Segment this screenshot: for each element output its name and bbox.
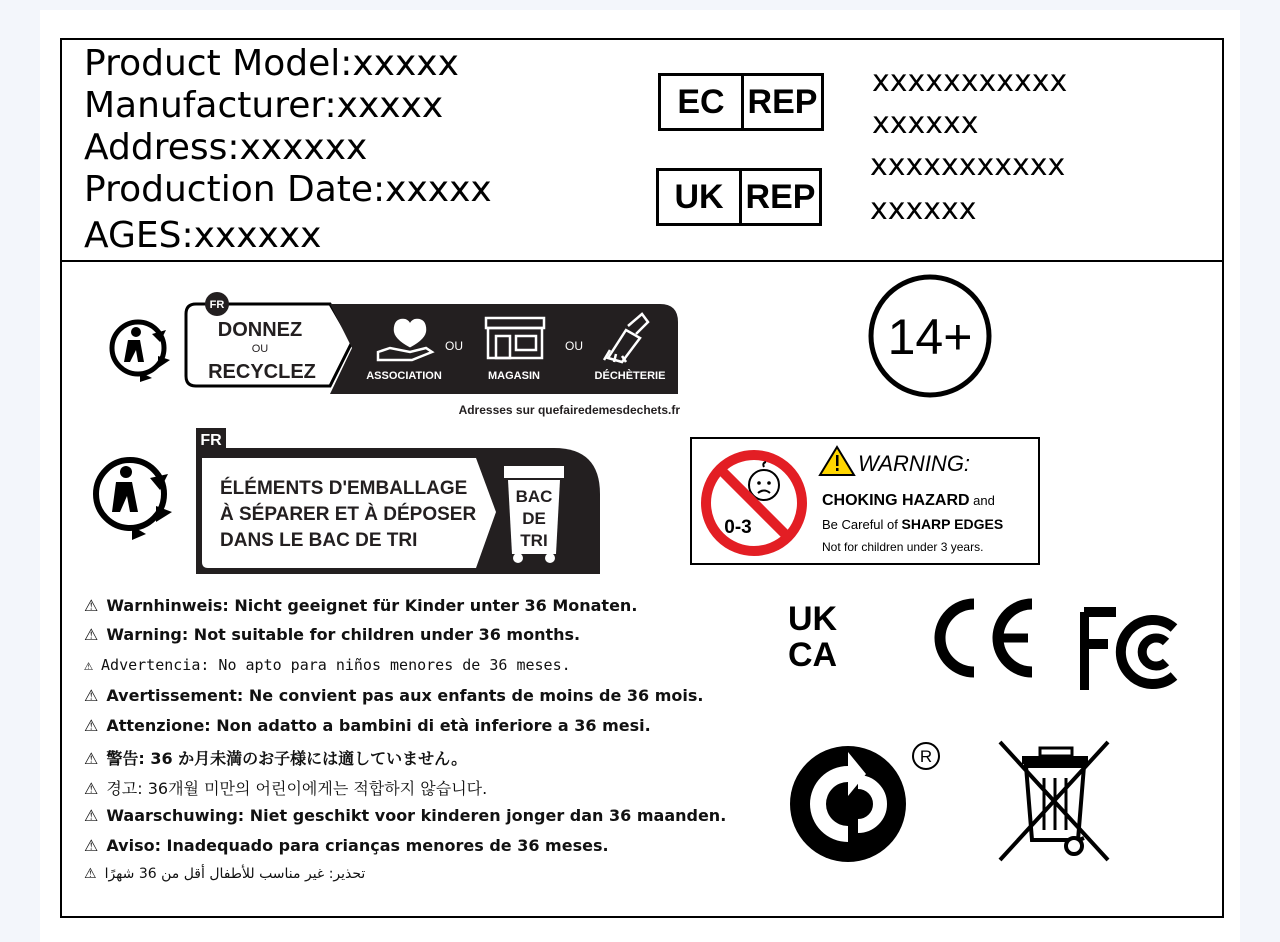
choking-line3: Not for children under 3 years.: [822, 540, 984, 554]
ukca-bottom: CA: [788, 636, 838, 670]
warning-fr: ⚠ Avertissement: Ne convient pas aux enfants de moins de 36 mois.: [84, 686, 704, 705]
warning-pt: ⚠ Aviso: Inadequado para crianças menores de 36 meses.: [84, 836, 609, 855]
emballage-line3: DANS LE BAC DE TRI: [220, 530, 418, 551]
emballage-line1: ÉLÉMENTS D'EMBALLAGE: [220, 478, 468, 499]
warning-de: ⚠ Warnhinweis: Nicht geeignet für Kinder unter 36 Monaten.: [84, 596, 638, 615]
decheterie-label: DÉCHÈTERIE: [594, 370, 666, 382]
address-note: Adresses sur quefairedemesdechets.fr: [458, 403, 680, 417]
warning-es: ⚠ Advertencia: No apto para niños menores de 36 meses.: [84, 656, 571, 674]
address: Address:xxxxxx: [84, 127, 368, 168]
warning-triangle-icon: ⚠: [84, 836, 99, 855]
choking-hazard-warning: [690, 437, 1040, 565]
warning-triangle-icon: ⚠: [84, 625, 99, 644]
bin-text-2: DE: [522, 509, 546, 528]
donnez-ou-text: OU: [251, 343, 269, 355]
magasin-label: MAGASIN: [488, 370, 540, 382]
triman-icon: [112, 322, 170, 382]
age-14-plus-badge: [866, 272, 994, 400]
donnez-text: DONNEZ: [217, 319, 303, 341]
ec-rep-right: REP: [747, 82, 818, 121]
warning-ja: ⚠ 警告: 36 か月未満のお子様には適していません。: [84, 749, 468, 768]
product-model: Product Model:xxxxx: [84, 43, 459, 84]
uk-rep-right: REP: [745, 177, 816, 216]
ec-rep-line1: xxxxxxxxxxx: [872, 64, 1068, 99]
choking-line1: CHOKING HAZARD and: [822, 492, 995, 509]
bin-text-3: TRI: [520, 531, 548, 550]
ukca-top: UK: [788, 600, 838, 638]
manufacturer: Manufacturer:xxxxx: [84, 85, 444, 126]
ec-rep-left: EC: [661, 76, 744, 128]
ec-rep-symbol: [658, 73, 824, 131]
warning-nl: ⚠ Waarschuwing: Niet geschikt voor kinderen jonger dan 36 maanden.: [84, 806, 727, 825]
warning-triangle-icon: ⚠: [84, 656, 94, 674]
production-date: Production Date:xxxxx: [84, 169, 492, 210]
uk-rep-line2: xxxxxx: [870, 192, 977, 227]
bin-text-1: BAC: [515, 487, 553, 506]
fr-badge-1: FR: [209, 299, 225, 311]
ec-rep-line2: xxxxxx: [872, 106, 979, 141]
warning-triangle-icon: ⚠: [84, 686, 99, 705]
warning-triangle-icon: ⚠: [84, 866, 97, 882]
ce-mark: [928, 596, 1044, 680]
label-divider: [60, 260, 1224, 262]
warning-ar: ⚠ تحذير: غير مناسب للأطفال أقل من 36 شهرًا: [84, 866, 366, 882]
triman-emballage-logo: [84, 428, 604, 576]
warning-ko: ⚠ 경고: 36개월 미만의 어린이에게는 적합하지 않습니다.: [84, 779, 488, 798]
triman-donnez-logo: [100, 290, 690, 420]
uk-rep-symbol: [656, 168, 822, 226]
fcc-mark: [1080, 604, 1184, 694]
uk-rep-line1: xxxxxxxxxxx: [870, 148, 1066, 183]
warning-en: ⚠ Warning: Not suitable for children under 36 months.: [84, 625, 581, 644]
registered-mark: R: [919, 747, 933, 766]
ukca-mark: [786, 600, 860, 670]
green-dot-mark: [788, 738, 942, 868]
ou-separator-1: OU: [445, 339, 463, 353]
recyclez-text: RECYCLEZ: [208, 361, 316, 383]
warning-triangle-icon: ⚠: [84, 749, 99, 768]
choking-line2: Be Careful of SHARP EDGES: [822, 516, 1004, 532]
ages: AGES:xxxxxx: [84, 215, 322, 256]
fr-badge-2: FR: [200, 432, 222, 449]
age-range-text: 0-3: [724, 517, 752, 538]
association-label: ASSOCIATION: [366, 370, 442, 382]
no-under-3-icon: [706, 455, 802, 551]
warning-triangle-icon: ⚠: [84, 596, 99, 615]
warning-it: ⚠ Attenzione: Non adatto a bambini di età inferiore a 36 mesi.: [84, 716, 651, 735]
warning-triangle-icon: ⚠: [84, 806, 99, 825]
ou-separator-2: OU: [565, 339, 583, 353]
uk-rep-left: UK: [659, 171, 742, 223]
warning-triangle-icon: ⚠: [84, 779, 99, 798]
warning-triangle-icon: ⚠: [84, 716, 99, 735]
weee-crossed-bin-icon: [994, 738, 1116, 864]
emballage-line2: À SÉPARER ET À DÉPOSER: [220, 504, 477, 525]
age-badge-text: 14+: [887, 309, 973, 365]
warning-title: WARNING:: [858, 451, 971, 476]
triman-icon-2: [96, 460, 172, 540]
